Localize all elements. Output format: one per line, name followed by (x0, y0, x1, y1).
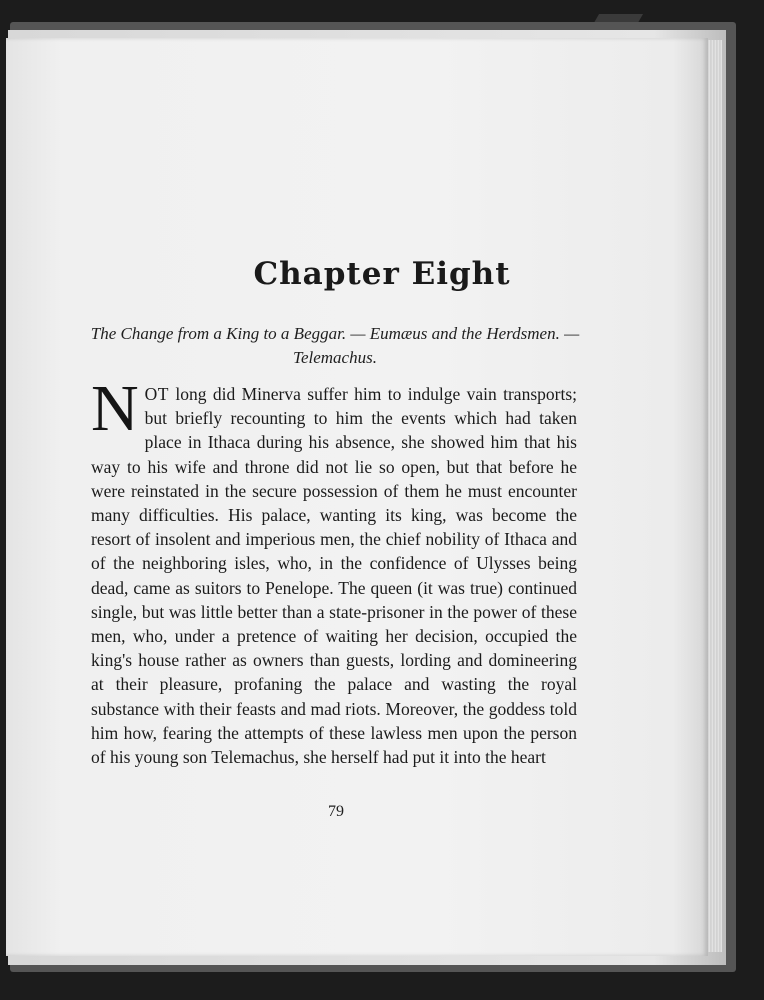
lead-word-rest: OT (144, 384, 169, 404)
body-text: long did Minerva suffer him to indulge vain transports; but briefly recounting to him the events which had taken place in Ithaca during his absence, she showed him that his way to his wife and throne did not lie so open, but that before he were reinstated in the secure possession of them he must encounter many difficulties. His palace, wanting its king, was become the resort of insolent and imperious men, the chief nobility of Ithaca and of the neighboring isles, who, in the confidence of Ulysses being dead, came as suitors to Penelope. The queen (it was true) continued single, but was little better than a state-prisoner in the power of these men, who, under a pretence of waiting her decision, occupied the king's house rather as owners than guests, lording and domineering at their pleasure, profaning the palace and wasting the royal substance with their feasts and mad riots. Moreover, the goddess told him how, fearing the attempts of these lawless men upon the person of his young son Telemachus, she herself had put it into the heart (91, 384, 577, 768)
drop-cap: N (91, 372, 139, 445)
chapter-title: Chapter Eight (253, 256, 511, 292)
page-edges (708, 40, 722, 952)
chapter-subtitle: The Change from a King to a Beggar. — Eumæus and the Herdsmen. — Telemachus. (90, 324, 580, 367)
body-paragraph (91, 372, 577, 769)
page-number: 79 (328, 803, 344, 820)
